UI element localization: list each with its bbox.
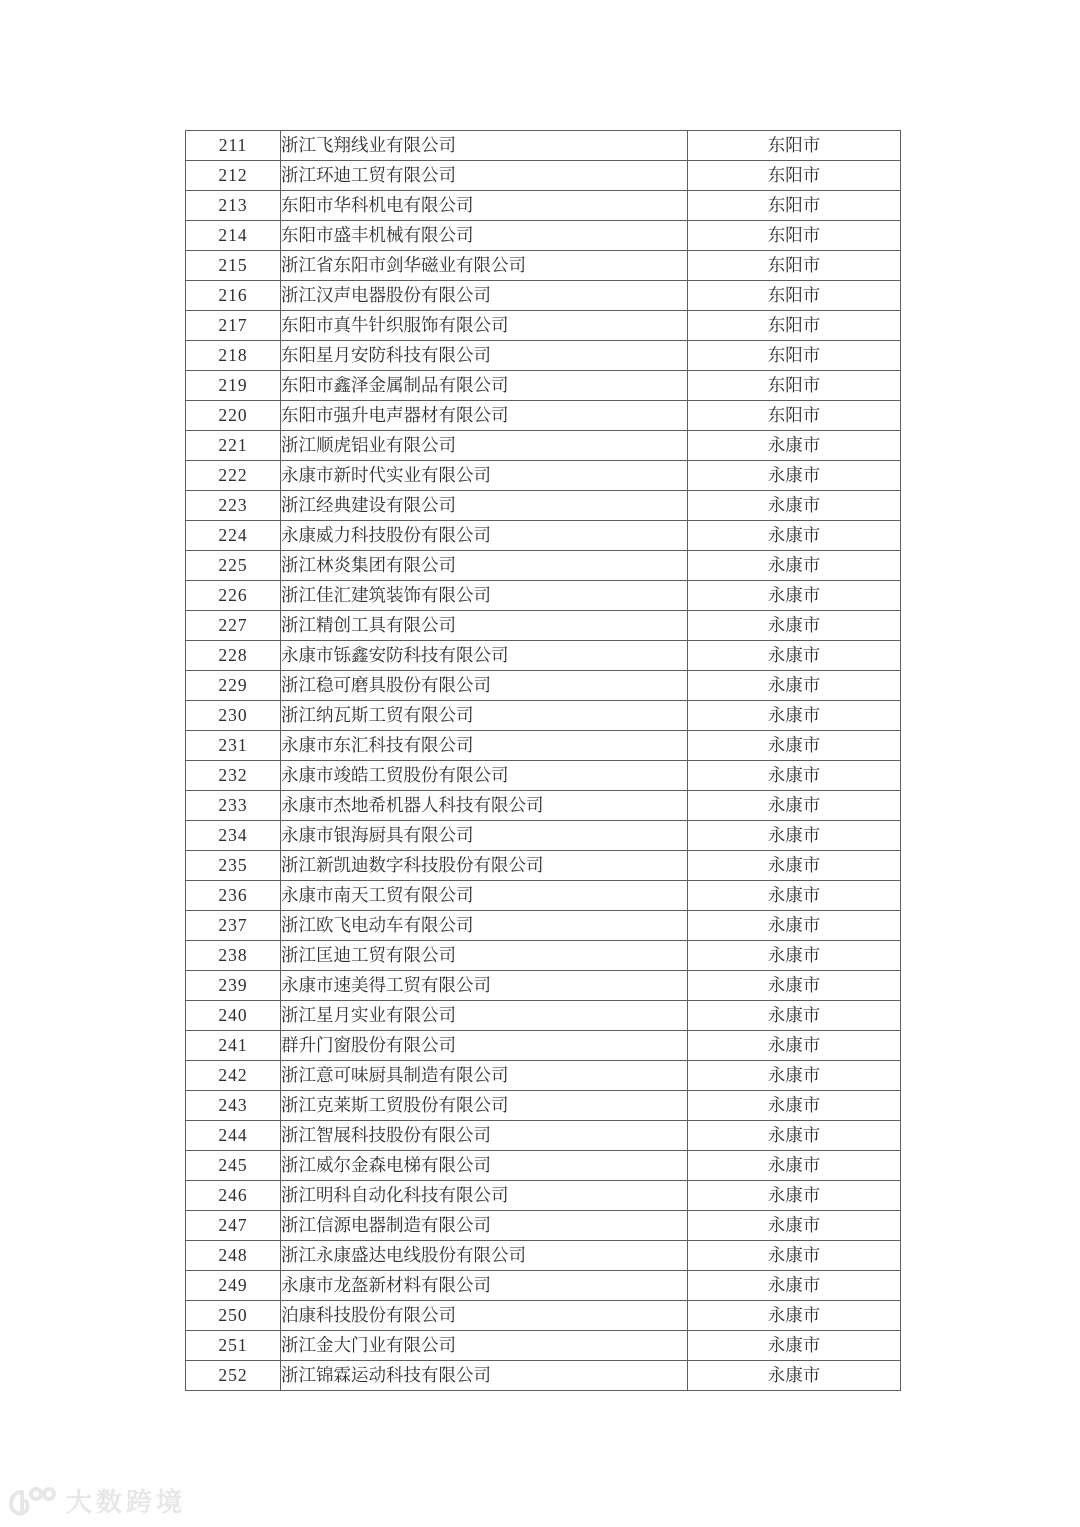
table-row — [186, 251, 901, 281]
company-name-cell: 永康威力科技股份有限公司 — [281, 521, 688, 551]
city-name-cell: 永康市 — [688, 1361, 901, 1391]
row-number-cell: 220 — [186, 401, 281, 431]
table-row — [186, 1091, 901, 1121]
city-name-cell: 永康市 — [688, 1241, 901, 1271]
row-number-cell: 233 — [186, 791, 281, 821]
company-name-cell: 东阳市华科机电有限公司 — [281, 191, 688, 221]
company-table — [185, 130, 901, 1391]
company-name-cell: 东阳市真牛针织服饰有限公司 — [281, 311, 688, 341]
row-number-cell: 232 — [186, 761, 281, 791]
table-row — [186, 911, 901, 941]
table-row — [186, 971, 901, 1001]
row-number-cell: 221 — [186, 431, 281, 461]
table-row — [186, 1271, 901, 1301]
company-name-cell: 浙江威尔金森电梯有限公司 — [281, 1151, 688, 1181]
city-name-cell: 东阳市 — [688, 191, 901, 221]
city-name-cell: 永康市 — [688, 1331, 901, 1361]
city-name-cell: 永康市 — [688, 911, 901, 941]
row-number-cell: 238 — [186, 941, 281, 971]
city-name-cell: 永康市 — [688, 1181, 901, 1211]
watermark-logo-icon — [8, 1484, 56, 1518]
company-name-cell: 泊康科技股份有限公司 — [281, 1301, 688, 1331]
row-number-cell: 239 — [186, 971, 281, 1001]
row-number-cell: 222 — [186, 461, 281, 491]
table-row — [186, 341, 901, 371]
row-number-cell: 226 — [186, 581, 281, 611]
row-number-cell: 246 — [186, 1181, 281, 1211]
table-row — [186, 1061, 901, 1091]
company-name-cell: 永康市南天工贸有限公司 — [281, 881, 688, 911]
table-row — [186, 761, 901, 791]
table-row — [186, 191, 901, 221]
city-name-cell: 永康市 — [688, 1121, 901, 1151]
company-name-cell: 东阳市鑫泽金属制品有限公司 — [281, 371, 688, 401]
company-name-cell: 浙江信源电器制造有限公司 — [281, 1211, 688, 1241]
row-number-cell: 217 — [186, 311, 281, 341]
table-row — [186, 1181, 901, 1211]
company-name-cell: 永康市龙盔新材料有限公司 — [281, 1271, 688, 1301]
company-name-cell: 永康市竣皓工贸股份有限公司 — [281, 761, 688, 791]
company-name-cell: 浙江锦霖运动科技有限公司 — [281, 1361, 688, 1391]
row-number-cell: 243 — [186, 1091, 281, 1121]
table-row — [186, 461, 901, 491]
city-name-cell: 永康市 — [688, 881, 901, 911]
row-number-cell: 218 — [186, 341, 281, 371]
row-number-cell: 242 — [186, 1061, 281, 1091]
row-number-cell: 230 — [186, 701, 281, 731]
row-number-cell: 247 — [186, 1211, 281, 1241]
table-row — [186, 521, 901, 551]
city-name-cell: 永康市 — [688, 491, 901, 521]
city-name-cell: 东阳市 — [688, 161, 901, 191]
row-number-cell: 251 — [186, 1331, 281, 1361]
row-number-cell: 228 — [186, 641, 281, 671]
city-name-cell: 永康市 — [688, 461, 901, 491]
table-row — [186, 551, 901, 581]
company-name-cell: 浙江星月实业有限公司 — [281, 1001, 688, 1031]
company-name-cell: 浙江林炎集团有限公司 — [281, 551, 688, 581]
table-row — [186, 881, 901, 911]
company-name-cell: 浙江纳瓦斯工贸有限公司 — [281, 701, 688, 731]
row-number-cell: 216 — [186, 281, 281, 311]
company-name-cell: 浙江欧飞电动车有限公司 — [281, 911, 688, 941]
company-name-cell: 永康市新时代实业有限公司 — [281, 461, 688, 491]
row-number-cell: 223 — [186, 491, 281, 521]
table-row — [186, 311, 901, 341]
company-name-cell: 浙江稳可磨具股份有限公司 — [281, 671, 688, 701]
table-row — [186, 131, 901, 161]
table-row — [186, 1031, 901, 1061]
table-row — [186, 581, 901, 611]
row-number-cell: 227 — [186, 611, 281, 641]
company-name-cell: 浙江金大门业有限公司 — [281, 1331, 688, 1361]
row-number-cell: 225 — [186, 551, 281, 581]
city-name-cell: 东阳市 — [688, 341, 901, 371]
city-name-cell: 永康市 — [688, 791, 901, 821]
city-name-cell: 永康市 — [688, 1271, 901, 1301]
row-number-cell: 213 — [186, 191, 281, 221]
row-number-cell: 236 — [186, 881, 281, 911]
city-name-cell: 永康市 — [688, 1151, 901, 1181]
city-name-cell: 永康市 — [688, 731, 901, 761]
table-row — [186, 731, 901, 761]
company-name-cell: 浙江智展科技股份有限公司 — [281, 1121, 688, 1151]
table-row — [186, 791, 901, 821]
table-row — [186, 611, 901, 641]
city-name-cell: 永康市 — [688, 1091, 901, 1121]
city-name-cell: 永康市 — [688, 611, 901, 641]
table-row — [186, 821, 901, 851]
company-name-cell: 东阳市盛丰机械有限公司 — [281, 221, 688, 251]
company-name-cell: 浙江克莱斯工贸股份有限公司 — [281, 1091, 688, 1121]
table-row — [186, 941, 901, 971]
table-row — [186, 641, 901, 671]
row-number-cell: 231 — [186, 731, 281, 761]
company-table-body — [186, 131, 901, 1391]
table-row — [186, 431, 901, 461]
table-row — [186, 1301, 901, 1331]
city-name-cell: 永康市 — [688, 581, 901, 611]
table-row — [186, 281, 901, 311]
company-name-cell: 浙江明科自动化科技有限公司 — [281, 1181, 688, 1211]
table-row — [186, 1211, 901, 1241]
city-name-cell: 永康市 — [688, 1031, 901, 1061]
city-name-cell: 永康市 — [688, 641, 901, 671]
city-name-cell: 东阳市 — [688, 131, 901, 161]
city-name-cell: 永康市 — [688, 521, 901, 551]
company-name-cell: 浙江新凯迪数字科技股份有限公司 — [281, 851, 688, 881]
city-name-cell: 东阳市 — [688, 221, 901, 251]
table-row — [186, 1331, 901, 1361]
city-name-cell: 永康市 — [688, 761, 901, 791]
row-number-cell: 211 — [186, 131, 281, 161]
company-name-cell: 永康市速美得工贸有限公司 — [281, 971, 688, 1001]
table-row — [186, 371, 901, 401]
company-name-cell: 浙江省东阳市剑华磁业有限公司 — [281, 251, 688, 281]
row-number-cell: 215 — [186, 251, 281, 281]
company-name-cell: 永康市银海厨具有限公司 — [281, 821, 688, 851]
company-name-cell: 永康市杰地希机器人科技有限公司 — [281, 791, 688, 821]
watermark-text: 大数跨境 — [66, 1487, 187, 1517]
table-row — [186, 401, 901, 431]
company-name-cell: 浙江意可味厨具制造有限公司 — [281, 1061, 688, 1091]
city-name-cell: 东阳市 — [688, 281, 901, 311]
row-number-cell: 252 — [186, 1361, 281, 1391]
table-row — [186, 161, 901, 191]
table-row — [186, 1241, 901, 1271]
table-row — [186, 491, 901, 521]
row-number-cell: 224 — [186, 521, 281, 551]
city-name-cell: 永康市 — [688, 971, 901, 1001]
company-name-cell: 浙江佳汇建筑装饰有限公司 — [281, 581, 688, 611]
row-number-cell: 244 — [186, 1121, 281, 1151]
company-name-cell: 浙江飞翔线业有限公司 — [281, 131, 688, 161]
city-name-cell: 永康市 — [688, 941, 901, 971]
table-row — [186, 671, 901, 701]
city-name-cell: 东阳市 — [688, 371, 901, 401]
city-name-cell: 永康市 — [688, 431, 901, 461]
table-row — [186, 851, 901, 881]
row-number-cell: 212 — [186, 161, 281, 191]
company-name-cell: 浙江汉声电器股份有限公司 — [281, 281, 688, 311]
company-name-cell: 永康市铄鑫安防科技有限公司 — [281, 641, 688, 671]
city-name-cell: 永康市 — [688, 851, 901, 881]
row-number-cell: 248 — [186, 1241, 281, 1271]
company-name-cell: 东阳星月安防科技有限公司 — [281, 341, 688, 371]
company-name-cell: 浙江精创工具有限公司 — [281, 611, 688, 641]
company-name-cell: 浙江顺虎铝业有限公司 — [281, 431, 688, 461]
table-row — [186, 1001, 901, 1031]
row-number-cell: 235 — [186, 851, 281, 881]
company-name-cell: 群升门窗股份有限公司 — [281, 1031, 688, 1061]
row-number-cell: 219 — [186, 371, 281, 401]
row-number-cell: 250 — [186, 1301, 281, 1331]
watermark — [8, 1482, 186, 1519]
city-name-cell: 永康市 — [688, 1001, 901, 1031]
company-name-cell: 东阳市强升电声器材有限公司 — [281, 401, 688, 431]
city-name-cell: 永康市 — [688, 701, 901, 731]
row-number-cell: 214 — [186, 221, 281, 251]
row-number-cell: 234 — [186, 821, 281, 851]
city-name-cell: 永康市 — [688, 671, 901, 701]
company-name-cell: 永康市东汇科技有限公司 — [281, 731, 688, 761]
city-name-cell: 东阳市 — [688, 401, 901, 431]
company-name-cell: 浙江经典建设有限公司 — [281, 491, 688, 521]
table-row — [186, 221, 901, 251]
row-number-cell: 245 — [186, 1151, 281, 1181]
row-number-cell: 237 — [186, 911, 281, 941]
row-number-cell: 229 — [186, 671, 281, 701]
city-name-cell: 永康市 — [688, 1061, 901, 1091]
city-name-cell: 东阳市 — [688, 251, 901, 281]
table-row — [186, 701, 901, 731]
city-name-cell: 永康市 — [688, 821, 901, 851]
table-row — [186, 1151, 901, 1181]
city-name-cell: 东阳市 — [688, 311, 901, 341]
company-name-cell: 浙江环迪工贸有限公司 — [281, 161, 688, 191]
company-name-cell: 浙江匡迪工贸有限公司 — [281, 941, 688, 971]
table-row — [186, 1121, 901, 1151]
company-name-cell: 浙江永康盛达电线股份有限公司 — [281, 1241, 688, 1271]
row-number-cell: 249 — [186, 1271, 281, 1301]
table-row — [186, 1361, 901, 1391]
city-name-cell: 永康市 — [688, 551, 901, 581]
row-number-cell: 240 — [186, 1001, 281, 1031]
city-name-cell: 永康市 — [688, 1211, 901, 1241]
row-number-cell: 241 — [186, 1031, 281, 1061]
city-name-cell: 永康市 — [688, 1301, 901, 1331]
